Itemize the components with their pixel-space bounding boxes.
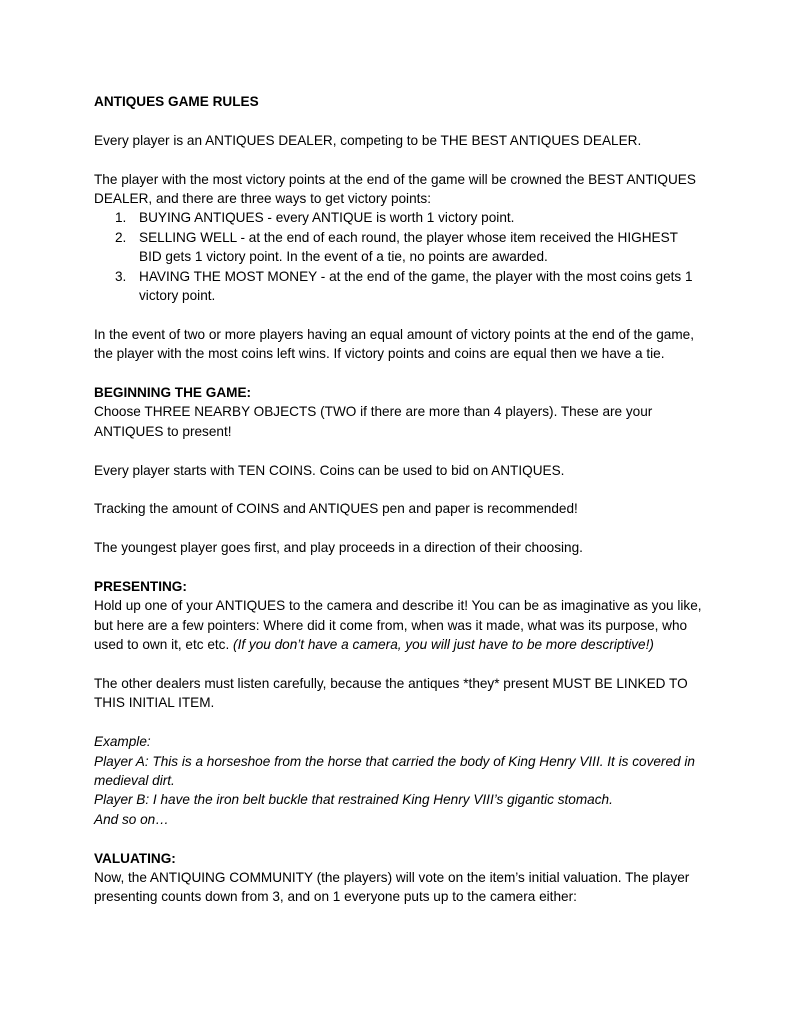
list-item-text: SELLING WELL - at the end of each round, the player whose item received the HIGHEST BID gets 1 victory point. In the event of a tie, no points are awarded. — [139, 229, 678, 265]
list-item — [94, 208, 704, 227]
presenting-heading: PRESENTING: — [94, 579, 187, 595]
presenting-describe-text: Hold up one of your ANTIQUES to the camera and describe it! You can be as imaginative as you like, but here are a few pointers: Where did it come from, when was it made, what was its purpose, who used to own it, etc etc. — [94, 598, 702, 653]
beginning-heading: BEGINNING THE GAME: — [94, 385, 252, 401]
list-item — [94, 267, 704, 306]
beginning-paragraph-coins: Every player starts with TEN COINS. Coins can be used to bid on ANTIQUES. — [94, 462, 565, 478]
presenting-paragraph-linked: The other dealers must listen carefully, because the antiques *they* present MUST BE LINKED TO THIS INITIAL ITEM. — [94, 676, 688, 711]
document-title: ANTIQUES GAME RULES — [94, 94, 259, 109]
example-ending: And so on… — [94, 811, 169, 827]
valuating-paragraph: Now, the ANTIQUING COMMUNITY (the players) will vote on the item’s initial valuation. The player presenting counts down from 3, and on 1 everyone puts up to the camera either: — [94, 870, 690, 905]
victory-lead-paragraph: The player with the most victory points at the end of the game will be crowned the BEST ANTIQUES DEALER, and there are three ways to get victory points: — [94, 171, 696, 206]
beginning-paragraph-tracking: Tracking the amount of COINS and ANTIQUES pen and paper is recommended! — [94, 501, 578, 517]
intro-paragraph: Every player is an ANTIQUES DEALER, competing to be THE BEST ANTIQUES DEALER. — [94, 132, 642, 148]
example-label: Example: — [94, 734, 151, 750]
list-item-text: HAVING THE MOST MONEY - at the end of the game, the player with the most coins gets 1 victory point. — [139, 268, 693, 304]
document-page — [94, 92, 704, 907]
list-item-text: BUYING ANTIQUES - every ANTIQUE is worth 1 victory point. — [139, 210, 515, 226]
list-item — [94, 228, 704, 267]
example-player-a: Player A: This is a horseshoe from the horse that carried the body of King Henry VIII. It is covered in medieval dirt. — [94, 753, 695, 789]
victory-points-list — [94, 208, 704, 305]
beginning-paragraph-order: The youngest player goes first, and play proceeds in a direction of their choosing. — [94, 540, 583, 556]
presenting-paragraph-describe — [94, 596, 704, 654]
list-item-number: 2. — [115, 229, 127, 245]
presenting-camera-note: (If you don’t have a camera, you will just have to be more descriptive!) — [233, 637, 654, 653]
valuating-heading: VALUATING: — [94, 850, 176, 866]
beginning-paragraph-objects: Choose THREE NEARBY OBJECTS (TWO if there are more than 4 players). These are your ANTIQUES to present! — [94, 404, 653, 439]
list-item-number: 1. — [115, 210, 127, 226]
tie-rule-paragraph: In the event of two or more players having an equal amount of victory points at the end of the game, the player with the most coins left wins. If victory points and coins are equal then we have a tie. — [94, 326, 694, 362]
list-item-number: 3. — [115, 268, 127, 284]
example-player-b: Player B: I have the iron belt buckle that restrained King Henry VIII’s gigantic stomach. — [94, 792, 613, 808]
